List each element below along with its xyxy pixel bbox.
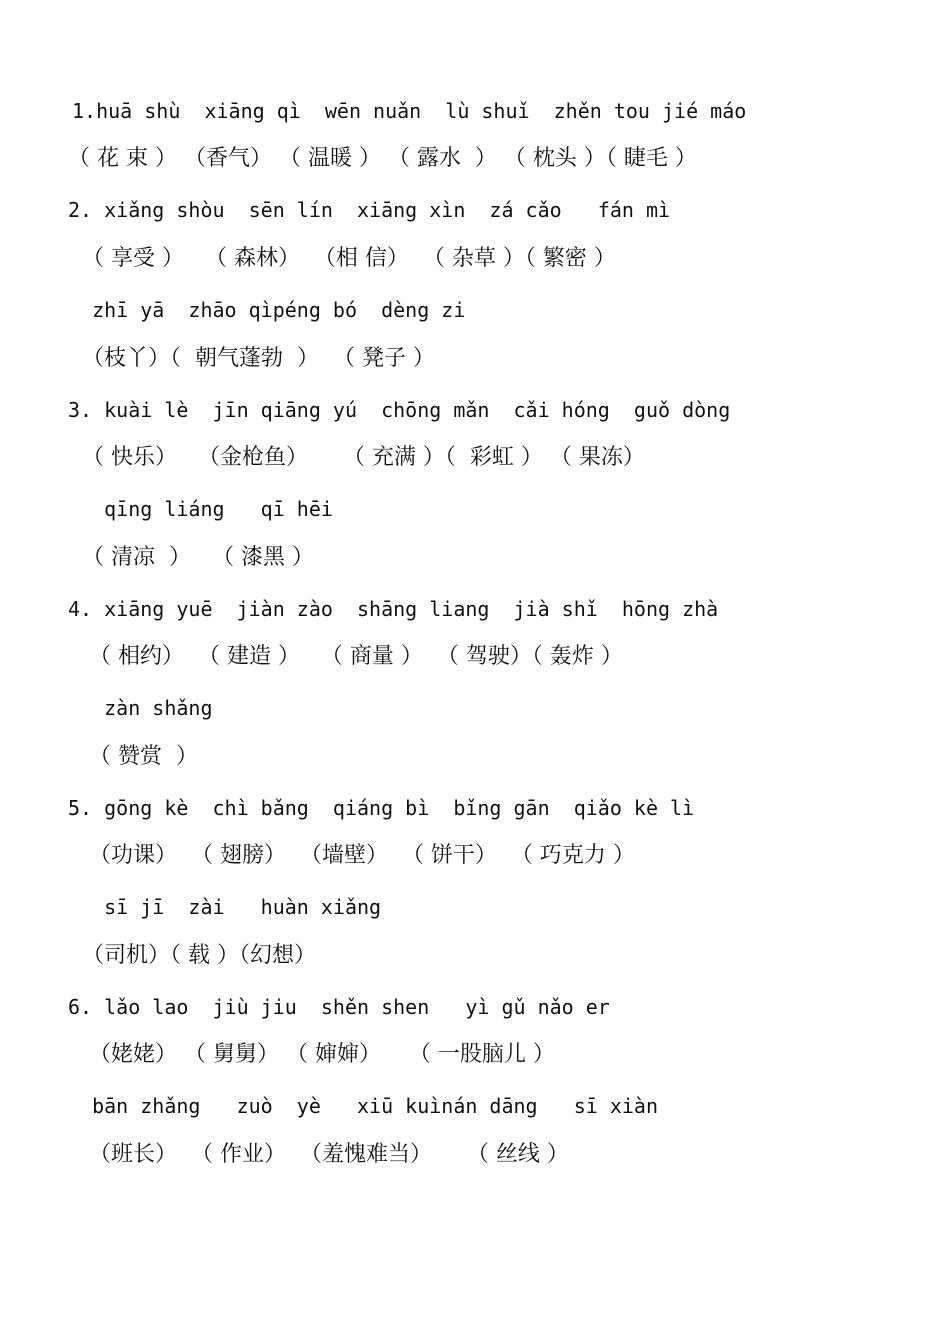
- pinyin-line-5b: sī jī zài huàn xiǎng: [68, 895, 382, 919]
- answer-line-4b: （ 赞赏 ）: [68, 744, 198, 769]
- answer-line-6b: （班长） （ 作业） （羞愧难当） （ 丝线 ）: [68, 1142, 569, 1167]
- answer-line-4: （ 相约） （ 建造 ） （ 商量 ） （ 驾驶）（ 轰炸 ）: [68, 644, 623, 669]
- pinyin-line-6: 6. lǎo lao jiù jiu shěn shen yì gǔ nǎo er: [68, 995, 610, 1019]
- answer-line-5: （功课） （ 翅膀） （墙壁） （ 饼干） （ 巧克力 ）: [68, 843, 635, 868]
- pinyin-line-2: 2. xiǎng shòu sēn lín xiāng xìn zá cǎo fán mì: [68, 198, 671, 222]
- answer-line-2: （ 享受 ） （ 森林） （相 信） （ 杂草 ）（ 繁密 ）: [68, 246, 616, 271]
- pinyin-line-4: 4. xiāng yuē jiàn zào shāng liang jià shǐ hōng zhà: [68, 597, 719, 621]
- pinyin-line-1: 1.huā shù xiāng qì wēn nuǎn lù shuǐ zhěn tou jié máo: [72, 99, 747, 123]
- answer-line-3: （ 快乐） （金枪鱼） （ 充满 ）（ 彩虹 ） （ 果冻）: [68, 445, 645, 470]
- answer-line-3b: （ 清凉 ） （ 漆黑 ）: [68, 545, 314, 570]
- answer-line-5b: （司机）（ 载 ）（幻想）: [68, 943, 316, 968]
- pinyin-line-3b: qīng liáng qī hēi: [68, 497, 333, 521]
- answer-line-2b: （枝丫）（ 朝气蓬勃 ） （ 凳子 ）: [68, 346, 435, 371]
- pinyin-line-4b: zàn shǎng: [68, 696, 213, 720]
- answer-line-6: （姥姥） （ 舅舅） （ 婶婶） （ 一股脑儿 ）: [68, 1042, 555, 1067]
- pinyin-line-5: 5. gōng kè chì bǎng qiáng bì bǐng gān qiǎo kè lì: [68, 796, 695, 820]
- pinyin-line-6b: bān zhǎng zuò yè xiū kuìnán dāng sī xiàn: [68, 1094, 659, 1118]
- pinyin-line-2b: zhī yā zhāo qìpéng bó dèng zi: [68, 298, 466, 322]
- answer-line-1: （ 花 束 ） （香气） （ 温暖 ） （ 露水 ） （ 枕头 ）（ 睫毛 ）: [68, 146, 697, 171]
- pinyin-line-3: 3. kuài lè jīn qiāng yú chōng mǎn cǎi hóng guǒ dòng: [68, 398, 731, 422]
